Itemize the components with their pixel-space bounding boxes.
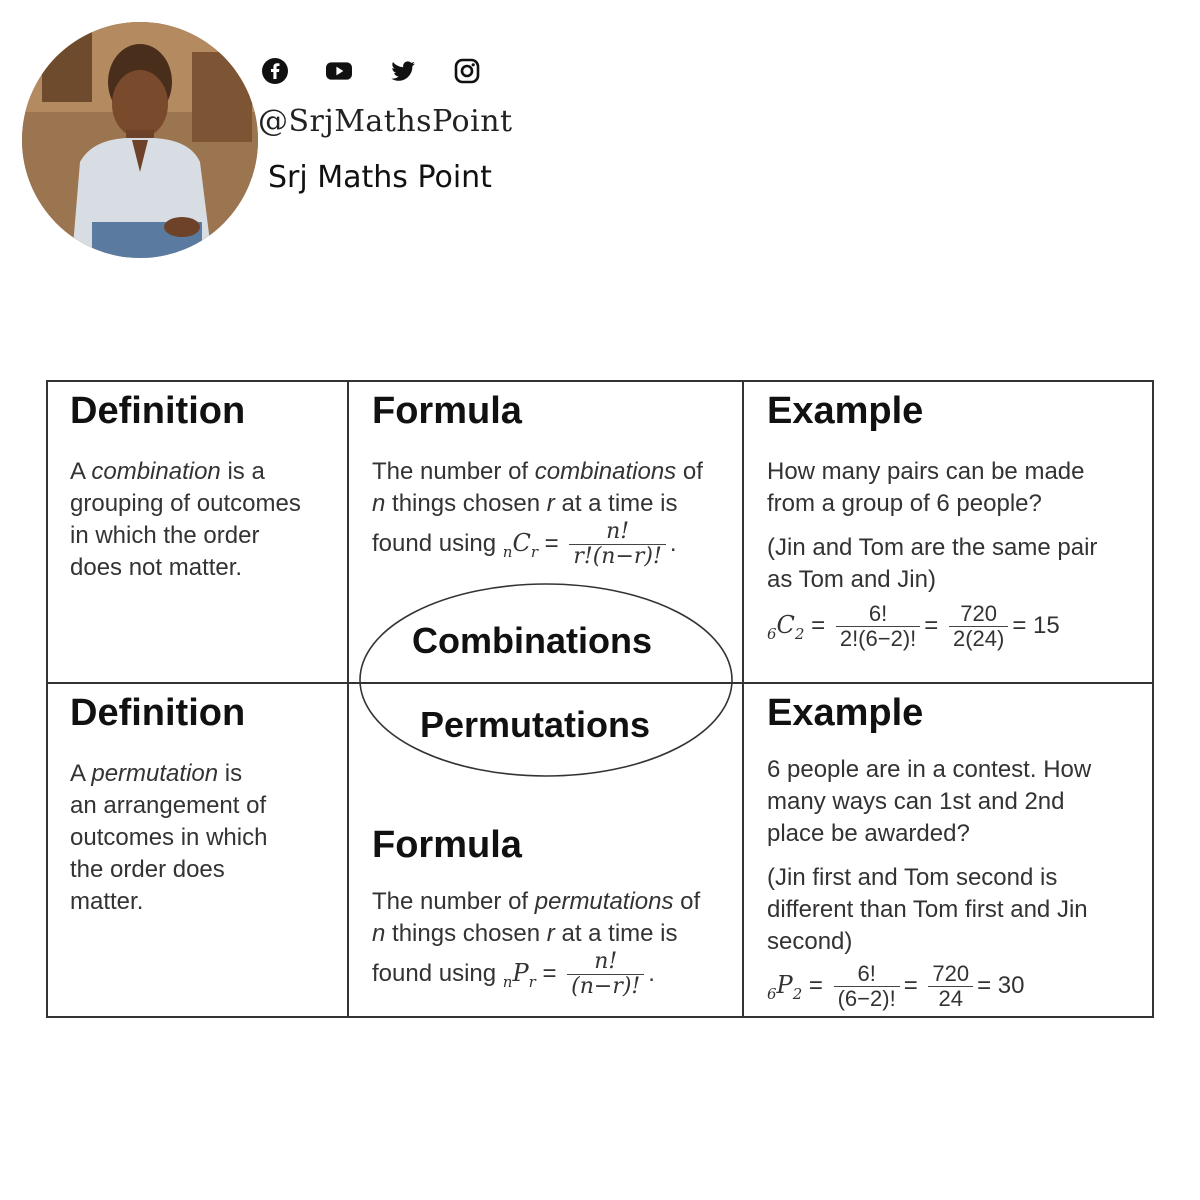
numerator: n!: [569, 520, 665, 545]
text-span: found using: [372, 959, 497, 987]
text-span: is a: [220, 458, 265, 485]
text-span: in which the order: [70, 522, 260, 549]
permutation-definition-text: [70, 758, 340, 918]
social-handle[interactable]: @SrjMathsPoint: [258, 104, 513, 139]
numerator: 6!: [836, 602, 920, 627]
var-n: n: [372, 920, 386, 947]
fraction: [928, 962, 973, 1011]
facebook-icon[interactable]: [262, 58, 288, 84]
var-r: r: [546, 490, 555, 517]
text-span: different than Tom first and Jin: [767, 896, 1088, 923]
text-span: from a group of 6 people?: [767, 490, 1042, 517]
text-span: does not matter.: [70, 554, 243, 581]
denominator: 2!(6−2)!: [839, 626, 917, 651]
permutation-example-equation: $_6P_2$ = $\frac{6!}{(6-2)!}$ = $\frac{720}{24}$ = 30: [767, 961, 1025, 1011]
profile-avatar: [22, 22, 258, 258]
formula-heading: Formula: [372, 390, 522, 432]
youtube-icon[interactable]: [326, 58, 352, 84]
combination-definition-text: [70, 456, 340, 584]
subscript: r: [530, 542, 538, 561]
permutation-example-cell: [767, 694, 1147, 1011]
social-icons: [262, 58, 480, 84]
subscript: 6: [767, 624, 777, 643]
var-n: n: [372, 490, 386, 517]
column-divider: [742, 380, 744, 1016]
text-span: (Jin first and Tom second is: [767, 864, 1058, 891]
var-r: r: [546, 920, 555, 947]
permutation-definition-cell: [70, 694, 340, 918]
denominator: (6−2)!: [837, 986, 896, 1011]
numerator: 720: [949, 602, 1008, 627]
text-span: place be awarded?: [767, 820, 970, 847]
denominator: 2(24): [952, 626, 1005, 651]
text-span: an arrangement of: [70, 792, 267, 819]
permutation-example-question: [767, 754, 1147, 850]
column-divider: [347, 380, 349, 1016]
combination-example-cell: [767, 392, 1147, 651]
fraction: [569, 520, 665, 569]
text-span: of: [673, 888, 701, 915]
denominator: (n−r)!: [571, 974, 641, 999]
text-span: the order does: [70, 856, 225, 883]
text-span: found using: [372, 529, 497, 557]
text-span: things chosen: [385, 490, 547, 517]
numerator: 6!: [834, 962, 900, 987]
text-span: The number of: [372, 458, 535, 485]
term-combination: combination: [91, 458, 221, 485]
term-permutation: permutation: [91, 760, 219, 787]
text-span: (Jin and Tom are the same pair: [767, 534, 1098, 561]
combination-formula-text: [372, 456, 742, 569]
text-span: grouping of outcomes: [70, 490, 301, 517]
text-span: How many pairs can be made: [767, 458, 1085, 485]
example-heading: Example: [767, 390, 924, 432]
combination-definition-cell: [70, 392, 340, 584]
term-combinations: combinations: [534, 458, 677, 485]
formula-heading: Formula: [372, 824, 522, 866]
text-span: at a time is: [554, 920, 678, 947]
subscript: n: [502, 542, 513, 561]
symbol-c: C: [776, 610, 795, 639]
permutations-label: Permutations: [420, 704, 651, 745]
result-value: 15: [1033, 611, 1060, 639]
twitter-icon[interactable]: [390, 58, 416, 84]
subscript: 2: [792, 984, 803, 1003]
text-span: outcomes in which: [70, 824, 268, 851]
profile-photo: [22, 22, 258, 258]
result-value: 30: [997, 971, 1025, 999]
symbol-c: C: [512, 528, 531, 557]
combination-formula-cell: [372, 392, 742, 569]
text-span: A: [70, 458, 92, 485]
text-span: as Tom and Jin): [767, 566, 936, 593]
text-span: matter.: [70, 888, 144, 915]
denominator: r!(n−r)!: [573, 544, 662, 569]
combination-example-note: [767, 532, 1147, 596]
center-ellipse: [354, 580, 738, 780]
text-span: A: [70, 760, 92, 787]
numerator: 720: [928, 962, 973, 987]
text-span: The number of: [372, 888, 535, 915]
text-span: is: [218, 760, 243, 787]
subscript: n: [502, 972, 513, 991]
numerator: n!: [567, 950, 644, 975]
symbol-p: P: [512, 958, 529, 987]
permutation-example-note: [767, 862, 1147, 958]
combination-formula-equation: found using $_nC_r$ = $\frac{n!}{r!(n-r)!}$ .: [372, 519, 677, 569]
instagram-icon[interactable]: [454, 58, 480, 84]
text-span: of: [676, 458, 703, 485]
definition-heading: Definition: [70, 390, 246, 432]
subscript: 2: [794, 624, 805, 643]
text-span: things chosen: [385, 920, 547, 947]
combinations-label: Combinations: [412, 620, 652, 661]
combinations-permutations-table: [46, 380, 1154, 1016]
fraction: [567, 950, 644, 999]
subscript: 6: [767, 984, 777, 1003]
text-span: at a time is: [554, 490, 678, 517]
term-permutations: permutations: [534, 888, 674, 915]
symbol-p: P: [776, 970, 793, 999]
fraction: [836, 602, 920, 651]
text-span: many ways can 1st and 2nd: [767, 788, 1065, 815]
permutation-formula-text: [372, 886, 742, 999]
definition-heading: Definition: [70, 692, 246, 734]
example-heading: Example: [767, 692, 924, 734]
denominator: 24: [938, 986, 963, 1011]
text-span: second): [767, 928, 853, 955]
fraction: [834, 962, 900, 1011]
combination-example-equation: $_6C_2$ = $\frac{6!}{2!(6-2)!}$ = $\frac{720}{2(24)}$ = 15: [767, 601, 1060, 651]
fraction: [949, 602, 1008, 651]
brand-name: Srj Maths Point: [268, 160, 492, 195]
permutation-formula-equation: found using $_nP_r$ = $\frac{n!}{(n-r)!}$ .: [372, 949, 655, 999]
combination-example-question: [767, 456, 1147, 520]
permutation-formula-cell: [372, 826, 742, 999]
text-span: 6 people are in a contest. How: [767, 756, 1092, 783]
subscript: r: [528, 972, 536, 991]
